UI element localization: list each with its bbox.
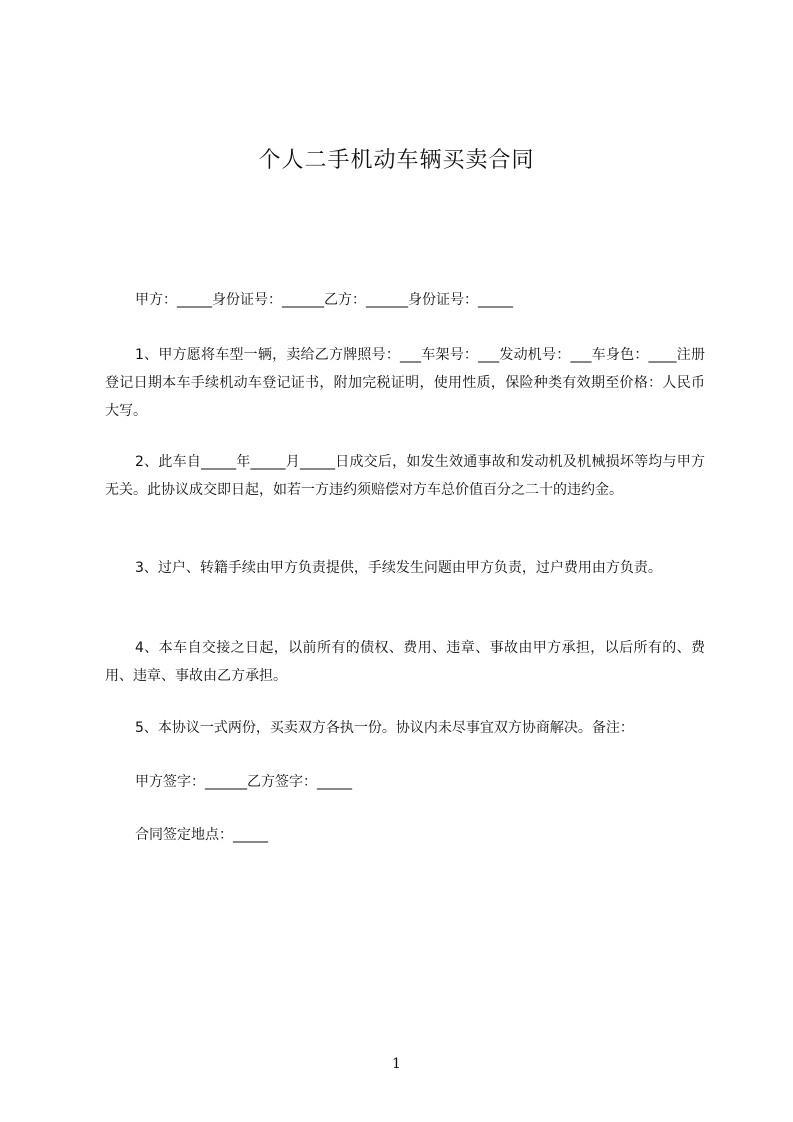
clause-1: 1、甲方愿将车型一辆，卖给乙方牌照号：___车架号：___发动机号：___车身色：____注册登记日期本车手续机动车登记证书，附加完税证明，使用性质，保险种类有效期至价格：人民币大写。 [105, 347, 705, 419]
parties-line: 甲方：_____身份证号：______乙方：______身份证号：_____ [135, 292, 513, 308]
contract-location-line: 合同签定地点：_____ [135, 827, 268, 843]
clause-2: 2、此车自_____年_____月_____日成交后，如发生效通事故和发动机及机械损坏等均与甲方无关。此协议成交即日起，如若一方违约须赔偿对方车总价值百分之二十的违约金。 [105, 454, 705, 498]
document-title: 个人二手机动车辆买卖合同 [258, 148, 535, 173]
clause-5: 5、本协议一式两份，买卖双方各执一份。协议内未尽事宜双方协商解决。备注： [135, 720, 634, 736]
page-number: 1 [392, 1056, 401, 1072]
clause-3: 3、过户、转籍手续由甲方负责提供，手续发生问题由甲方负责，过户费用由方负责。 [135, 560, 662, 576]
clause-4: 4、本车自交接之日起，以前所有的债权、费用、违章、事故由甲方承担，以后所有的、费用、违章、事故由乙方承担。 [105, 640, 705, 684]
signature-line: 甲方签字：______乙方签字：_____ [135, 774, 352, 790]
